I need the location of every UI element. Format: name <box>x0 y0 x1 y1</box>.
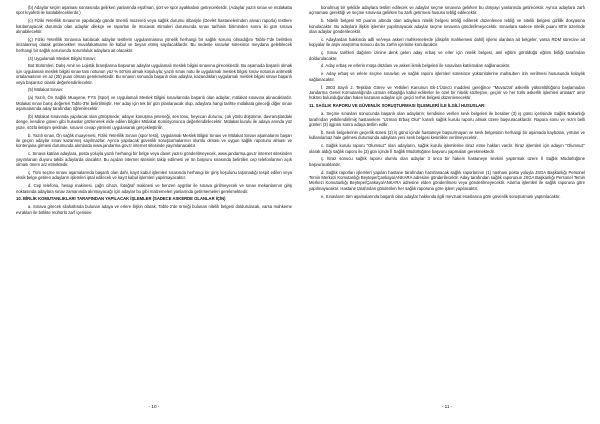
paragraph: a. Seçme sınavları sonucunda başarılı olan adayların; kendisine verilen sevk belgeleri ile beraber (3) iş günü içerisinde Sağlık Bakanlığı tarafından yetkilendirilmiş hastanelere "Uzman Erbaş Olur" kararlı sağlık kurulu raporu almak üzere başvuracaklardır. Rapora sonu ve rezm belli günleri (3) işgünü sonra adaya teslim edilir. <box>309 111 585 127</box>
paragraph: (c) Fiziki Yeterlilik Sınavının yapılacağı günde önemli mazereti veya sağlık durumu itibariyle (Devlet hastanelerinden alınan raporla) testlere katılamayacak durumda olan adaylar dilekçe ve raporları ile mücavat stimaleri durumunda sınav tarihinin bitiminden sonra iki gün sınava alınabilecektir. <box>16 18 292 34</box>
section-heading: 11. SAĞLIK RAPORU VE GÜVENLİK SORUŞTURMASI İŞLEMLERİ İLE İLGİLİ HUSUSLAR: <box>309 103 486 109</box>
subsection-heading: (4) Uygulamalı Meslek Bilgisi Sınavı: <box>28 55 96 61</box>
paragraph: d. Cep telefonu, hesap makinesi, çağrı cihazı, fotoğraf makinesi ve benzeri aygıtlar ile sınava girilmeyecek ve sınav mekanlarının giriş noktasında adaylara sınav zamanında alınmayacağı için adaylar bu gibi malzemeleri yanlarında getirmemeleri gerekmektedir. <box>16 183 292 194</box>
paragraph: b. Yazılı sınav, Ön sağlık muayenesi, Fiziki Yeterlilik Sınavı (spor testi), Uygulamalı Meslek Bilgisi Sınavı ve Mülakat Sınavı aşamalarını başarı ile geçen adaylar sınav kazanmış sayılmazlar. Ayrıca yapılacak güvenlik soruşturmalarının olumlu olması ve uygun sağlık raporunu alması ve kontenjana girmesi durumunda alımlarda www.jandarma.gov.tr internet sitesinde yayımlanacaktır. <box>16 132 292 149</box>
paragraph: (b) Adaylar seçim aşaması sonrasında gelirken yanlarında eşofman, şort ve spor ayakkabısı getireceklerdir. (Adaylar yazılı sınav ve mülakatta spor kıyafetli ile katılabileceklerdir.) <box>16 5 292 16</box>
left-page-number: - 10 - <box>148 404 160 409</box>
section-heading: 10. BİRLİK KOMUTANLIKLARI TARAFINDAN YAPILACAK İŞLEMLER (SADECE ASKERDE OLANLAR İÇİN) <box>16 196 226 202</box>
right-page-body <box>309 5 585 202</box>
paragraph: b. Sevk belgelerinin geçerlik süresi (3) iş günü içinde hastaneye başvurmayan ve sevk belgesinin herhangi bir aşamada kaybolan, yırtılan ve kullanılamaz hale gelmesi durumunda adaylara yeni sevk belgesi kesinlikle verilmeyecektir. <box>309 129 585 141</box>
paragraph: konulmuş bir şekilde adaylara teslim edilecek ve adaylar seçme sınavına gelirken bu dosyayı yanlarında getirecektir. Ayrıca adaylara zarfı açmaması gerektiği ve seçme sınavına gelirken bu zarfı getirmesi hususu tebliğ edilecektir. <box>309 5 585 16</box>
paragraph: c. Sınava katılan adaylara, posta yoluyla yazılı herhangi bir belge veya davet yazısı gönderilmeyecek, www.jandarma.gov.tr internet sitesinden yayımlanan duyuru takibi adaylarda olacaktır. Bu açıdan internet sitesinin takip edilmesi ve ön başvuru sırasında belirtilen cep telefonlarının açık olması önem arz etmektedir. <box>16 151 292 167</box>
paragraph: (ç) Fiziki Yeterlilik Sınavına katılacak adaylar testlerin uygulanmasına yönelik herhangi bir sağlık sorunu olmadığını Tablo-7'de belirtilen imzalanmış olarak getirecekleri muvafakatname ile kabul ve beyan etmiş sayılacaklardır. Bu nedenle sınavlar süresince meydana gelebilecek herhangi bir sağlık sorununda sorumluluk adaylara ait olacaktır. <box>16 36 292 53</box>
paragraph: d. Aday erbaş ve erlerin müşa düzdanı ve askeri ikmik belgeleri ile sınavlara katılımaları sağlanacaktır. <box>321 63 511 69</box>
left-page-body <box>16 5 292 218</box>
paragraph: ç. Tüm seçme sınavı aşamalarında başarılı olan dahi, kayıt kabul işlemleri sırasında herhangi bir giriş koşulunu taşımadığı tespit edilen veya eksik belge getiren adayların işlemleri iptal edilecek ve kayıt kabul işlemleri yapılmayacaktır. <box>16 169 292 181</box>
paragraph: f. 2803 Sayılı J. Teşkilatı Görev ve Yetkileri Kanunun Ek-1'Üüncü maddesi gereğince "Muvazzaf askerlik yükümlülüğünü başlamadan Jandarma Genel Komutanlığında uzman erbaşlığa kabul edilenler ile özel bir nitelik sözleşme, geçirir ve her türlü askerlik işlemleri anlatan" amir hükmü bulunduğundan halen kazanan adaylar için geçici terhis belgesi düzenlenecektir. <box>309 84 585 101</box>
paragraph: ç. İtiraz sonucu sağlık raporu olumlu olan adaylar 3 üncü bir hakem hastaneye sevkini yaptırmak üzere İl Sağlık Müdürlüğüne başvuracaklardır. <box>309 156 585 167</box>
paragraph: (b) Mülakat sınavında yapılacak olan görüşmede; adayın konuşma yeteneği, ses tonu, heyecan durumu, çok yönlü düşünme, davranışlardaki denge, kendine güven gibi hususlar gözlenerek elde edilen bilgiler Mülakat Komisyonunca değerlendirilecektir. Mülakat kurulu ile adaya anında yüz yüze, sözlü iletişim şeklinde, sınavın cevap yönlemi uygulanarak gerçekleştirilir. <box>16 114 292 130</box>
paragraph: a. Sınava girecek silahaltında bulunan adaya ve erlere ilişkin olarak, Tablo-2'de örneği bulunan nitelik belgesi doldurulacak, varsa mahkeme evrakları ile birlikte mühürlü zarf içerisine <box>16 204 292 215</box>
paragraph: b. Nitelik belgesi 80 puanın altında olan adaylara nitelik belgesi tebliğ edilerek düzenlenen tebliğ ve nitelik belgesi gizlilik dosyasına konulacaktır. Bu adaylara ilişkin işlemler yapılmayacak adaylar seçme sınavına gönderilmeyecektir. Sınavlara sadece nitelik puanı 80'in üzerinde olan adaylar gönderilecektir. <box>309 18 585 34</box>
paragraph: c. Adaylardan hakkında adli ve/veya askeri mahkemelerde (disiplin mahkemesi dahil) işlemi olanlara ait belgeler, varsa RDM sürecine ait kopyalar ile arşiv araştırma sonucu da bu zarfın içerisine konulacaktır. <box>309 36 585 48</box>
subsection-heading: (5) Mülakat Sınavı: <box>28 87 64 93</box>
paragraph: Bot Sürümleri, Dalış Amir ve Lojistik branşlarına başvuran adaylar uygulamalı meslek bilgisi sınavına gireceklerdir. Bu aşamada başarılı olmak için uygulamalı meslek bilgisi sınav tam notunun yüz % 50'sini almak koşuluyla; yazılı sınav notu ile uygulamalı meslek bilgisi sınav notunun aritmetik ortalamasının en az (25) puan olması gerekmektedir. Bu sınavın sonunda başarılı olan adaylar, kazandıkları uygulamalı meslek bilgisi sınavı başarılı veya başarısız olarak değerlendirilecektir. <box>16 63 292 85</box>
page-gutter <box>299 0 300 424</box>
paragraph: (a) Yazılı, Ön Sağlık Muayene, FYS (Spor) ve Uygulamalı Meslek Bilgisi sınavlarında başarılı olan adaylar, mülakat sınavına alınacaklardır. Mülakat sınav barış değerleri Tablo-3'te belirtilmiştir. Her aday için tek bir gün planlanacak olup, adaylara hangi tarihte mülakata gireceği diğer sınav aşamalarında aday tarafından öğrenilecektir. <box>16 95 292 112</box>
paragraph: d. Sağlık raporları işlemleri yapılan hastane tarafından hazırlanacak sağlık raporlarının (1) nüshası posta yoluyla JSGA Başkanlığı Personel Temin Merkezi Komutanlığı Beytepe/Çankaya/ANKARA adresine gönderilecektir. Aday tarafından sağlık raporunun JSGA Başkanlığı Personel Temin Merkezi Komutanlığı Beytepe/Çankaya/ANKARA adresine elden gönderilmesi veya gönderilmeyecektir. Alarma işlemleri ile sağlık raporuna göre yapılmayacaktır. Hastane tarafından gönderilen her sağlık raporuna göre işlem yapılacaktır. <box>309 169 585 191</box>
paragraph: e. Aday erbaş ve erlere seçme sınavları ve sağlık raporu işlemleri süresince yükümlülerine mahsuben izin verilmesi hususunda kolaylık sağlanacaktır. <box>309 71 585 82</box>
right-page-number: - 11 - <box>441 404 453 409</box>
paragraph: ç. Sınav tarihleri dağılımı izinine denk gelen aday erbaş ve erler için nitelik belgesi, asıl eğitim görüldüğü eğitim birliği tarafından doldurulacaktır. <box>309 50 585 61</box>
paragraph: e. Sınavların tüm aşamalarında başarılı olan adaylar hakkında ilgili mevzuat esaslarına göre güvenlik soruşturması yaptırılacaktır. <box>321 193 561 199</box>
paragraph: c. Sağlık kurulu raporu "Olumsuz" olan adayların, sağlık kurulu işlemlerine itiraz etme hakları vardır. İtiraz işlemleri için adayın "Olumsuz" olarak aldığı sağlık raporu ile (3) gün içinde İl Sağlık Müdürlüğüne başvuru yapmaları gerekmektedir. <box>309 143 585 154</box>
